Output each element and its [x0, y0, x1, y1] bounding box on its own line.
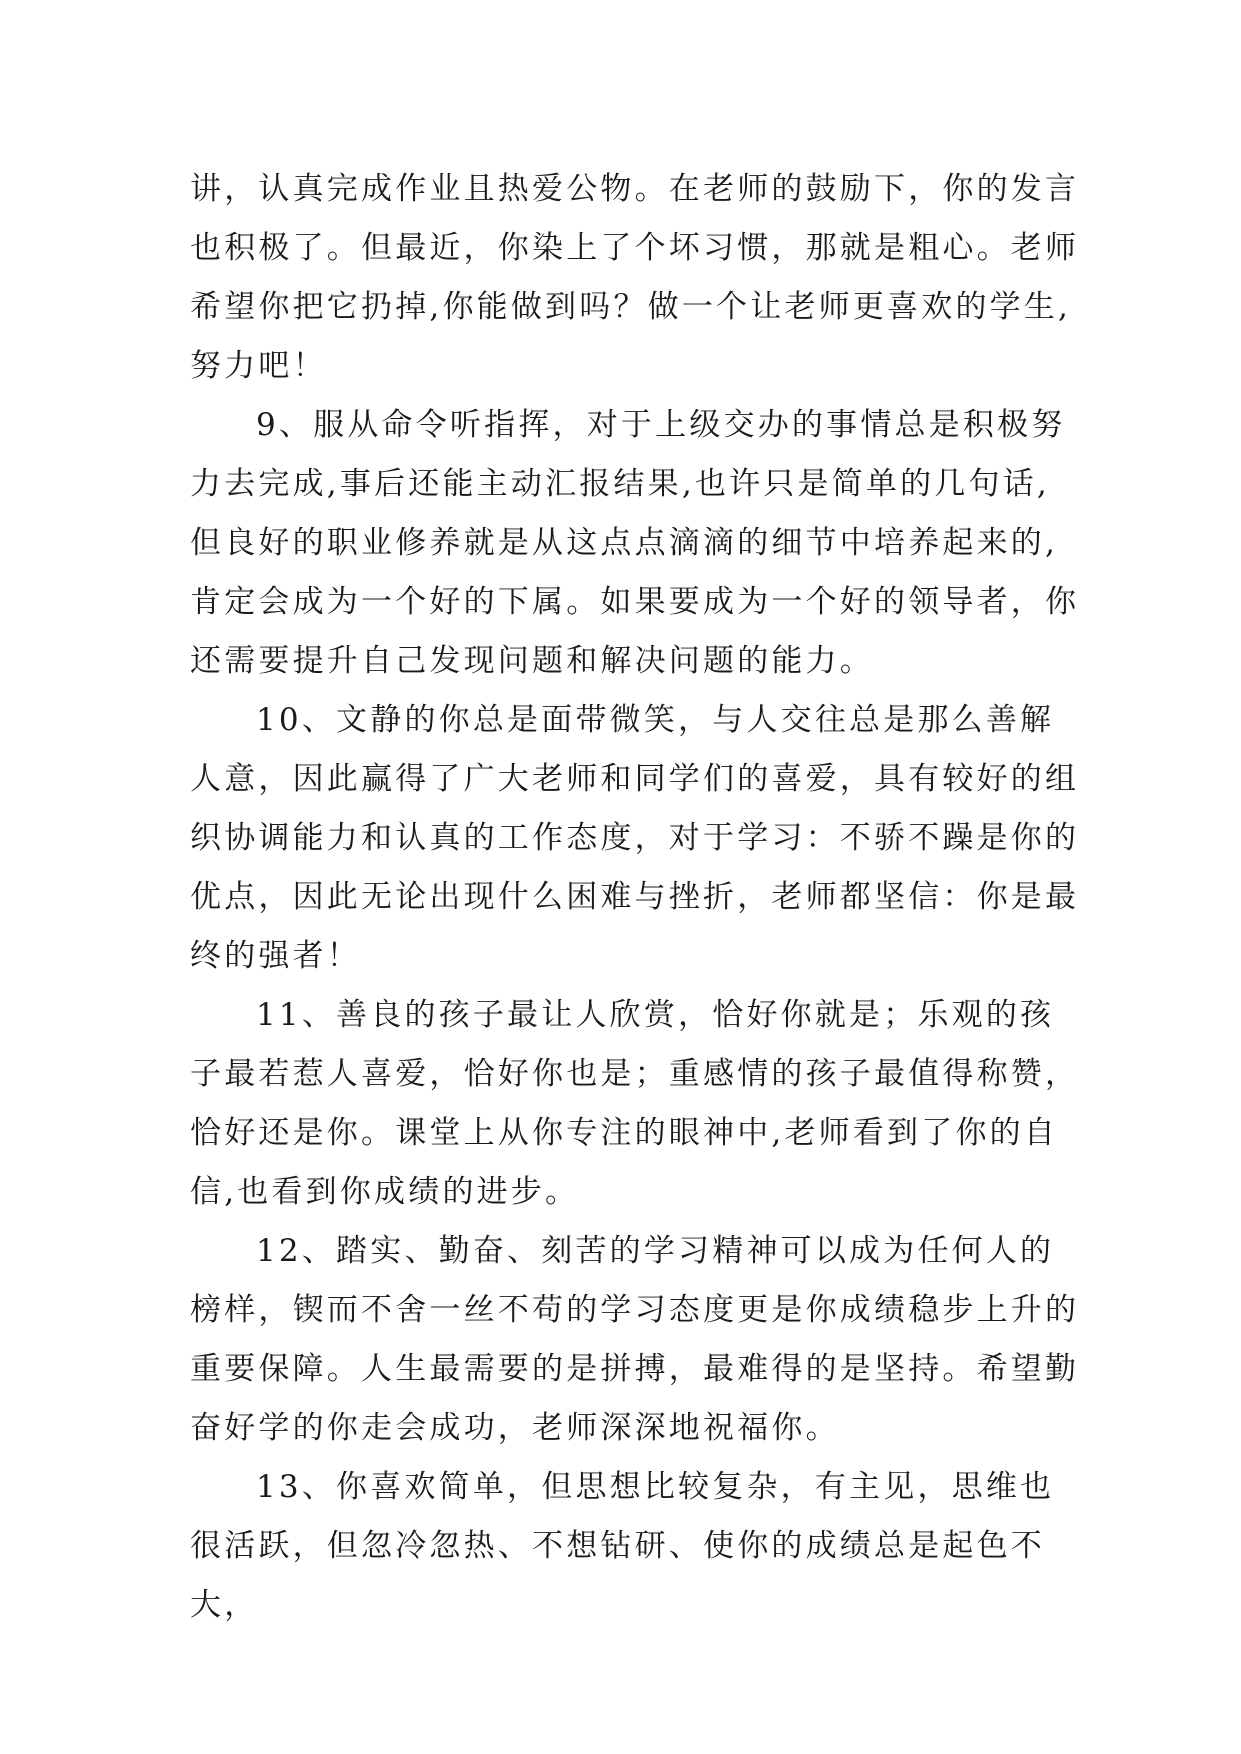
- paragraph-item-12: 12、踏实、勤奋、刻苦的学习精神可以成为任何人的榜样，锲而不舍一丝不苟的学习态度更是你成绩稳步上升的重要保障。人生最需要的是拼搏，最难得的是坚持。希望勤奋好学的你走会成功，老师深深地祝福你。: [190, 1233, 1080, 1446]
- paragraph-item-9: 9、服从命令听指挥，对于上级交办的事情总是积极努力去完成,事后还能主动汇报结果,也许只是简单的几句话,但良好的职业修养就是从这点点滴滴的细节中培养起来的,肯定会成为一个好的下属。如果要成为一个好的领导者，你还需要提升自己发现问题和解决问题的能力。: [190, 407, 1080, 679]
- paragraph-item-11: 11、善良的孩子最让人欣赏，恰好你就是；乐观的孩子最若惹人喜爱，恰好你也是；重感情的孩子最值得称赞，恰好还是你。课堂上从你专注的眼神中,老师看到了你的自信,也看到你成绩的进步。: [190, 997, 1080, 1210]
- document-body: [190, 160, 1080, 1635]
- paragraph-continued: 讲，认真完成作业且热爱公物。在老师的鼓励下，你的发言也积极了。但最近，你染上了个坏习惯，那就是粗心。老师希望你把它扔掉,你能做到吗？做一个让老师更喜欢的学生,努力吧！: [190, 171, 1080, 384]
- paragraph-item-13: 13、你喜欢简单，但思想比较复杂，有主见，思维也很活跃，但忽冷忽热、不想钻研、使你的成绩总是起色不大，: [190, 1469, 1055, 1623]
- paragraph-item-10: 10、文静的你总是面带微笑，与人交往总是那么善解人意，因此赢得了广大老师和同学们的喜爱，具有较好的组织协调能力和认真的工作态度，对于学习：不骄不躁是你的优点，因此无论出现什么困难与挫折，老师都坚信：你是最终的强者！: [190, 702, 1080, 974]
